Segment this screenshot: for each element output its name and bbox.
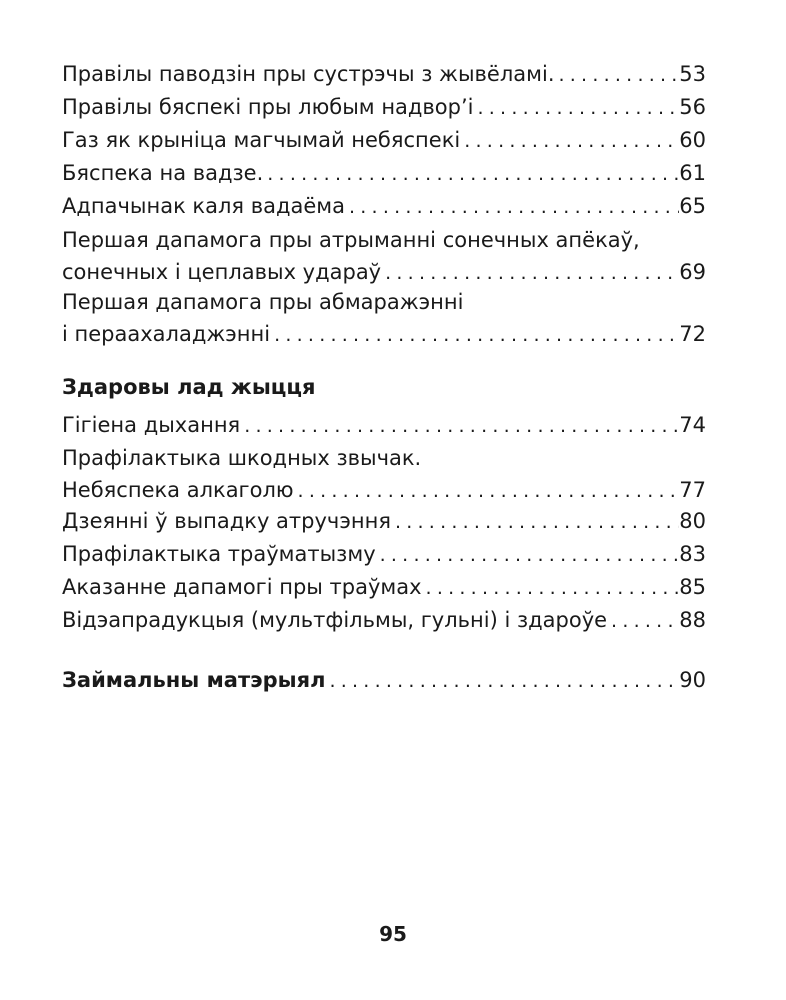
leader-dots bbox=[376, 539, 680, 571]
toc-entry-title: і пераахаладжэнні bbox=[62, 322, 271, 346]
leader-dots bbox=[325, 665, 679, 697]
toc-entry-title: Правілы бяспекі пры любым надвор’і bbox=[62, 95, 474, 119]
toc-entry-page: 88 bbox=[679, 608, 706, 632]
toc-entry-title: Відэапрадукцыя (мультфільмы, гульні) і здароўе bbox=[62, 608, 608, 632]
toc-entry-page: 90 bbox=[679, 668, 706, 692]
toc-entry-title: Прафілактыка траўматызму bbox=[62, 542, 376, 566]
toc-entry-title: Газ як крыніца магчымай небяспекі bbox=[62, 128, 461, 152]
toc-entry-title: сонечных і цеплавых удараў bbox=[62, 260, 382, 284]
leader-dots bbox=[270, 319, 679, 351]
leader-dots bbox=[422, 572, 680, 604]
toc-entry-page: 72 bbox=[679, 322, 706, 346]
toc-entry[interactable] bbox=[62, 505, 706, 538]
leader-dots bbox=[460, 125, 679, 157]
leader-dots bbox=[555, 59, 680, 91]
toc-entry-page: 61 bbox=[679, 161, 706, 185]
toc-entry[interactable] bbox=[62, 58, 706, 91]
toc-entry[interactable] bbox=[62, 91, 706, 124]
toc-entry[interactable] bbox=[62, 664, 706, 697]
toc-entry-title-line1: Прафілактыка шкодных звычак. bbox=[62, 446, 422, 470]
leader-dots bbox=[607, 605, 679, 637]
toc-entry[interactable] bbox=[62, 409, 706, 442]
leader-dots bbox=[391, 506, 679, 538]
toc-entry-page: 56 bbox=[679, 95, 706, 119]
toc-entry-page: 65 bbox=[679, 194, 706, 218]
toc-entry-title: Бяспека на вадзе. bbox=[62, 161, 264, 185]
toc-entry-page: 69 bbox=[679, 260, 706, 284]
toc-entry-title-line1: Першая дапамога пры абмаражэнні bbox=[62, 290, 464, 314]
toc-entry[interactable] bbox=[62, 538, 706, 571]
toc-entry-title: Правілы паводзін пры сустрэчы з жывёламі. bbox=[62, 62, 555, 86]
toc-entry-page: 74 bbox=[679, 413, 706, 437]
toc-entry-title: Небяспека алкаголю bbox=[62, 478, 294, 502]
toc-entry-title: Займальны матэрыял bbox=[62, 668, 326, 692]
toc-entry-page: 60 bbox=[679, 128, 706, 152]
toc-entry-page: 80 bbox=[679, 509, 706, 533]
leader-dots bbox=[294, 475, 680, 507]
toc-entry[interactable] bbox=[62, 124, 706, 157]
toc-entry[interactable] bbox=[62, 571, 706, 604]
toc-entry[interactable] bbox=[62, 442, 706, 507]
leader-dots bbox=[345, 191, 679, 223]
toc-entry-title-line1: Першая дапамога пры атрыманні сонечных апёкаў, bbox=[62, 228, 640, 252]
toc-entry-title: Адпачынак каля вадаёма bbox=[62, 194, 345, 218]
toc-entry[interactable] bbox=[62, 286, 706, 351]
toc-entry-title: Гігіена дыхання bbox=[62, 413, 241, 437]
leader-dots bbox=[474, 92, 680, 124]
toc-entry[interactable] bbox=[62, 157, 706, 190]
toc-entry-title: Аказанне дапамогі пры траўмах bbox=[62, 575, 422, 599]
section-heading: Здаровы лад жыцця bbox=[62, 375, 316, 399]
page-number: 95 bbox=[379, 922, 407, 946]
toc-entry[interactable] bbox=[62, 190, 706, 223]
leader-dots bbox=[381, 257, 679, 289]
toc-entry-page: 77 bbox=[679, 478, 706, 502]
toc-entry[interactable] bbox=[62, 224, 706, 289]
toc-entry-page: 53 bbox=[679, 62, 706, 86]
toc-entry[interactable] bbox=[62, 604, 706, 637]
toc-entry-page: 85 bbox=[679, 575, 706, 599]
toc-entry-title: Дзеянні ў выпадку атручэння bbox=[62, 509, 391, 533]
toc-entry-page: 83 bbox=[679, 542, 706, 566]
leader-dots bbox=[240, 410, 679, 442]
leader-dots bbox=[263, 158, 679, 190]
